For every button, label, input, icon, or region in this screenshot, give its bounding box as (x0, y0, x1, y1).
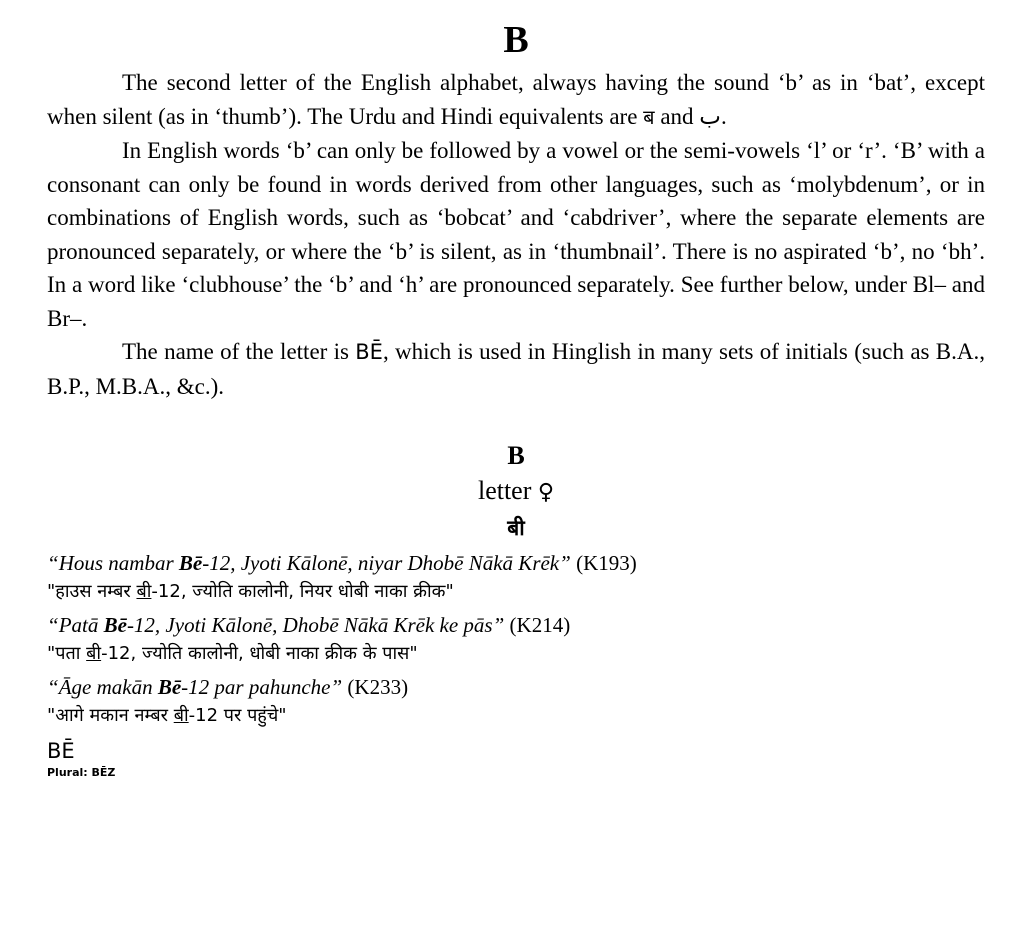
letter-name: BĒ (355, 340, 383, 364)
hindi-text: -12, ज्योति कालोनी, नियर धोबी नाका क्रीक" (151, 581, 454, 602)
pos-label: letter (477, 476, 532, 505)
name-text: The name of the letter is (122, 339, 356, 364)
plural-form: Plural: BĒZ (47, 766, 116, 779)
and-text: and (654, 103, 700, 129)
hindi-headword: बी (136, 581, 152, 602)
example-reference: (K214) (504, 613, 571, 637)
quote-open: “ (47, 613, 59, 637)
example-text: Hous nambar (58, 551, 179, 575)
intro-text: The second letter of the English alphabet, always having the sound ‘b’ as in ‘bat’, except when silent (as in ‘thumb’). The Urdu and Hindi equivalents are (47, 70, 985, 129)
entry-headword: B (507, 441, 525, 470)
urdu-letter: ب (699, 103, 721, 130)
example-text: -12, Jyoti Kālonē, niyar Dhobē Nākā Krēk (202, 551, 560, 575)
example-list (47, 549, 985, 729)
hindi-text: "पता (47, 643, 87, 664)
quote-open: “ (47, 675, 59, 699)
example-headword: Bē (103, 613, 127, 637)
example-transliteration (47, 611, 985, 640)
intro-end: . (720, 103, 727, 129)
name-paragraph (47, 335, 985, 403)
example-transliteration (47, 549, 985, 578)
hindi-text: -12, ज्योति कालोनी, धोबी नाका क्रीक के पास" (101, 643, 418, 664)
example-headword: Bē (178, 551, 203, 575)
quote-open: “ (47, 551, 59, 575)
female-symbol-icon: ♀ (537, 480, 555, 505)
entry-hindi-form: बी (507, 516, 525, 540)
example-text: -12 par pahunche (181, 675, 331, 699)
example-hindi (47, 640, 985, 667)
hindi-text: -12 पर पहुंचे" (188, 705, 287, 726)
example-item (47, 549, 985, 605)
name-text-rest: , which is used in Hinglish in many sets of initials (such as B.A., B.P., M.B.A., &c.). (47, 339, 985, 399)
example-text: -12, Jyoti Kālonē, Dhobē Nākā Krēk ke pās (126, 613, 493, 637)
example-item (47, 611, 985, 667)
entry-part-of-speech (47, 473, 985, 511)
section-heading: B (503, 19, 529, 61)
example-headword: Bē (157, 675, 182, 699)
example-reference: (K193) (570, 551, 637, 575)
hindi-text: "आगे मकान नम्बर (47, 705, 174, 726)
example-hindi (47, 702, 985, 729)
hindi-headword: बी (173, 705, 189, 726)
example-text: Āge makān (58, 675, 158, 699)
example-transliteration (47, 673, 985, 702)
example-text: Patā (58, 613, 104, 637)
example-reference: (K233) (342, 675, 409, 699)
quote-close: ” (492, 613, 505, 637)
quote-close: ” (330, 675, 343, 699)
quote-close: ” (559, 551, 571, 575)
entry-header (47, 439, 985, 545)
hindi-letter: ब (643, 104, 655, 129)
word-form: BĒ (47, 739, 75, 763)
intro-paragraph (47, 66, 985, 134)
example-hindi (47, 578, 985, 605)
usage-paragraph: In English words ‘b’ can only be followed by a vowel or the semi-vowels ‘l’ or ‘r’. ‘B’ with a consonant can only be found in words derived from other languages, such as ‘molybdenum’, or in combinations of English words, such as ‘bobcat’ and ‘cabdriver’, where the separate elements are pronounced separately, or where the ‘b’ is silent, as in ‘thumbnail’. There is no aspirated ‘b’, no ‘bh’. In a word like ‘clubhouse’ the ‘b’ and ‘h’ are pronounced separately. See further below, under Bl– and Br–. (47, 138, 985, 331)
example-item (47, 673, 985, 729)
dictionary-page (47, 18, 985, 781)
hindi-text: "हाउस नम्बर (47, 581, 137, 602)
hindi-headword: बी (86, 643, 102, 664)
